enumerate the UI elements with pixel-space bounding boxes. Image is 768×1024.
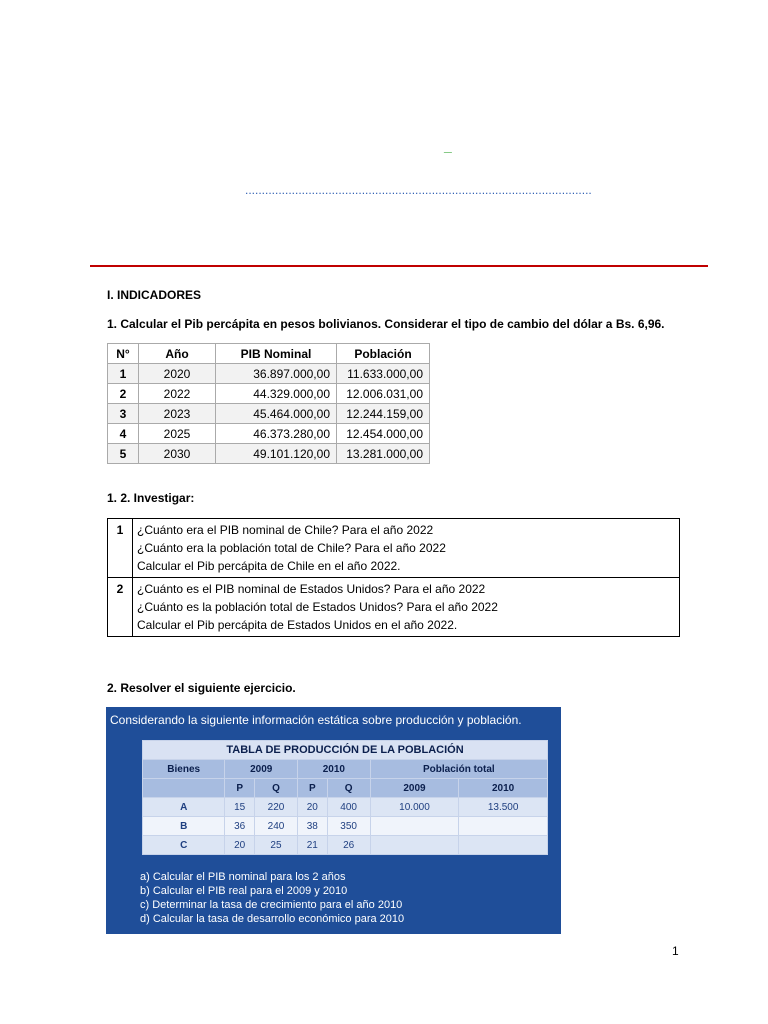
cell: 26	[327, 836, 370, 855]
list-item: a) Calcular el PIB nominal para los 2 años	[140, 871, 346, 883]
cell: A	[143, 798, 225, 817]
cell: 2025	[139, 424, 216, 444]
item-text	[133, 578, 680, 637]
cell: C	[143, 836, 225, 855]
cell: 38	[298, 817, 328, 836]
cell: 36	[225, 817, 255, 836]
col-2009: 2009	[225, 760, 298, 779]
production-table-header	[143, 760, 548, 779]
cell: 46.373.280,00	[216, 424, 337, 444]
section-heading-investigar: 1. 2. Investigar:	[107, 491, 195, 505]
col-pib: PIB Nominal	[216, 344, 337, 364]
cell: 12.454.000,00	[337, 424, 430, 444]
cell: 2023	[139, 404, 216, 424]
production-table	[142, 740, 548, 855]
table-row	[143, 817, 548, 836]
table-row	[143, 836, 548, 855]
cell: 25	[254, 836, 297, 855]
section-heading-ejercicio: 2. Resolver el siguiente ejercicio.	[107, 681, 296, 695]
item-line: ¿Cuánto es el PIB nominal de Estados Unidos? Para el año 2022	[137, 582, 486, 596]
item-number: 1	[108, 519, 133, 578]
cell: 20	[225, 836, 255, 855]
cell: 13.281.000,00	[337, 444, 430, 464]
col-pop-2009: 2009	[370, 779, 459, 798]
pib-table	[107, 343, 430, 464]
col-2010: 2010	[298, 760, 371, 779]
cell: 5	[108, 444, 139, 464]
cell	[143, 779, 225, 798]
cell	[370, 836, 459, 855]
list-item: c) Determinar la tasa de crecimiento para el año 2010	[140, 899, 403, 911]
item-line: Calcular el Pib percápita de Estados Unidos en el año 2022.	[137, 618, 458, 632]
cell: 45.464.000,00	[216, 404, 337, 424]
cell: 21	[298, 836, 328, 855]
cell: 36.897.000,00	[216, 364, 337, 384]
cell: 2022	[139, 384, 216, 404]
investigar-table	[107, 518, 680, 637]
cell: 350	[327, 817, 370, 836]
item-line: ¿Cuánto es la población total de Estados Unidos? Para el año 2022	[137, 600, 498, 614]
item-line: Calcular el Pib percápita de Chile en el año 2022.	[137, 559, 401, 573]
cell: B	[143, 817, 225, 836]
col-poblacion: Población	[337, 344, 430, 364]
cell: 240	[254, 817, 297, 836]
cell	[459, 836, 548, 855]
cell: 2	[108, 384, 139, 404]
cell: 12.006.031,00	[337, 384, 430, 404]
production-table-title-row	[143, 741, 548, 760]
list-item: d) Calcular la tasa de desarrollo económico para 2010	[140, 913, 405, 925]
col-q-2009: Q	[254, 779, 297, 798]
col-anio: Año	[139, 344, 216, 364]
col-pop-2010: 2010	[459, 779, 548, 798]
cell: 44.329.000,00	[216, 384, 337, 404]
cell: 49.101.120,00	[216, 444, 337, 464]
table-row	[108, 424, 430, 444]
cell: 11.633.000,00	[337, 364, 430, 384]
table-row	[108, 578, 680, 637]
red-divider	[90, 265, 708, 267]
table-row	[108, 444, 430, 464]
header-dotted-line: ........................................................................................................	[245, 183, 592, 197]
col-p-2009: P	[225, 779, 255, 798]
exercise-image	[106, 707, 561, 934]
section-heading-indicadores: I. INDICADORES	[107, 288, 202, 302]
cell: 2030	[139, 444, 216, 464]
cell: 13.500	[459, 798, 548, 817]
pib-table-header	[108, 344, 430, 364]
item-number: 2	[108, 578, 133, 637]
item-line: ¿Cuánto era el PIB nominal de Chile? Para el año 2022	[137, 523, 434, 537]
table-row	[108, 364, 430, 384]
col-q-2010: Q	[327, 779, 370, 798]
cell: 220	[254, 798, 297, 817]
cell: 12.244.159,00	[337, 404, 430, 424]
task-list	[140, 870, 404, 926]
header-dash: _	[444, 138, 452, 154]
cell	[370, 817, 459, 836]
col-bienes: Bienes	[143, 760, 225, 779]
table-row	[108, 384, 430, 404]
page-number: 1	[672, 944, 679, 958]
item-line: ¿Cuánto era la población total de Chile? Para el año 2022	[137, 541, 446, 555]
exercise-caption: Considerando la siguiente información estática sobre producción y población.	[110, 713, 522, 727]
col-poblacion-total: Población total	[370, 760, 547, 779]
col-p-2010: P	[298, 779, 328, 798]
cell: 3	[108, 404, 139, 424]
cell: 10.000	[370, 798, 459, 817]
table-row	[108, 404, 430, 424]
question-1: 1. Calcular el Pib percápita en pesos bolivianos. Considerar el tipo de cambio del dólar a Bs. 6,96.	[107, 317, 665, 331]
cell: 1	[108, 364, 139, 384]
production-table-subheader	[143, 779, 548, 798]
cell: 15	[225, 798, 255, 817]
table-row	[143, 798, 548, 817]
table-row	[108, 519, 680, 578]
cell: 20	[298, 798, 328, 817]
cell: 4	[108, 424, 139, 444]
col-n: N°	[108, 344, 139, 364]
cell	[459, 817, 548, 836]
item-text	[133, 519, 680, 578]
production-table-title: TABLA DE PRODUCCIÓN DE LA POBLACIÓN	[143, 741, 548, 760]
list-item: b) Calcular el PIB real para el 2009 y 2010	[140, 885, 348, 897]
cell: 400	[327, 798, 370, 817]
cell: 2020	[139, 364, 216, 384]
